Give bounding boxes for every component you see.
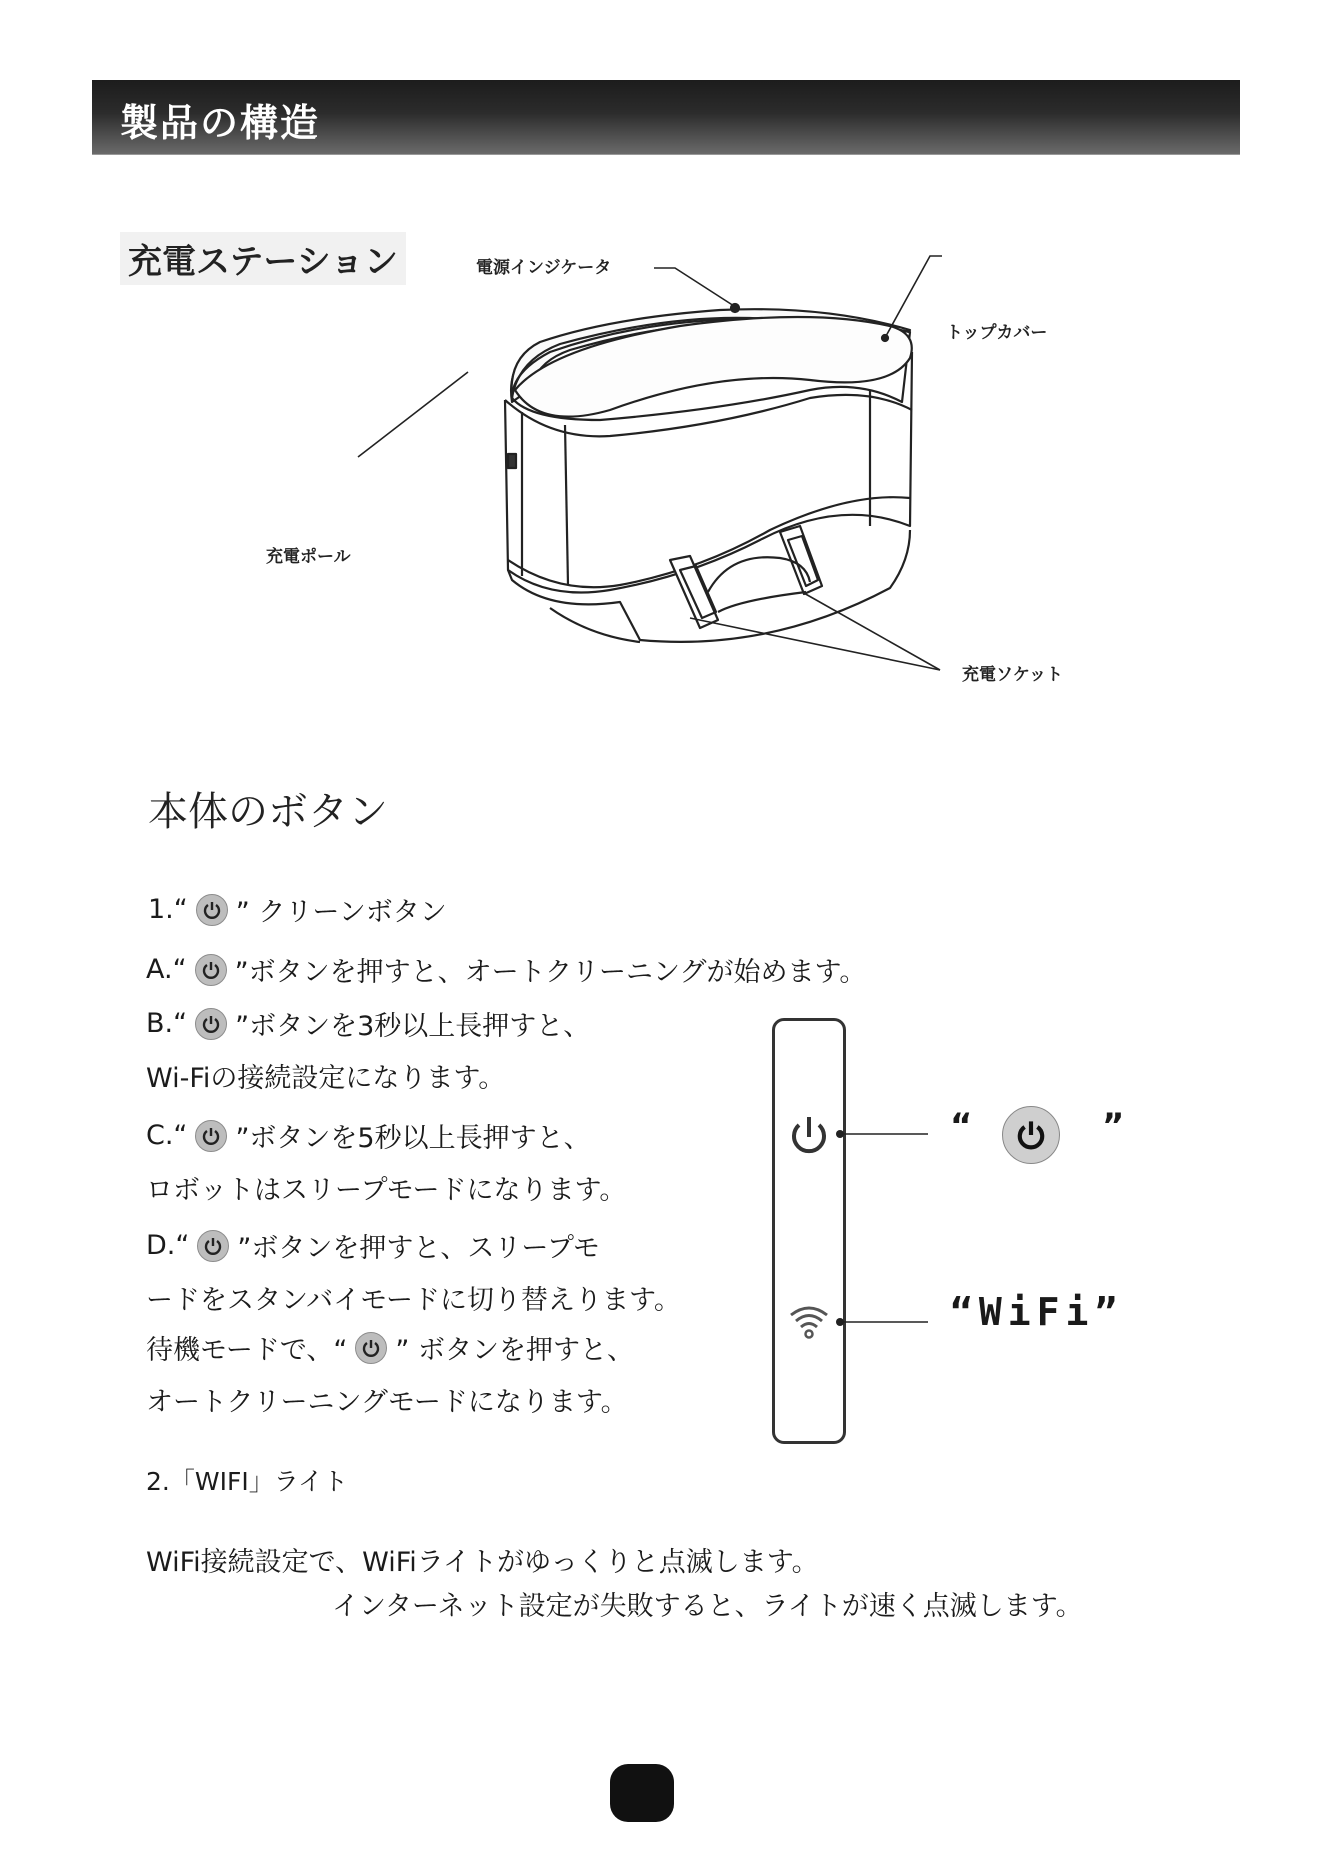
page-title: 製品の構造 — [120, 101, 321, 145]
label-top-cover: トップカバー — [946, 323, 1048, 343]
panel-callout-lines — [836, 1120, 936, 1350]
page-number-badge — [610, 1764, 674, 1822]
power-icon — [195, 1120, 227, 1152]
section-header-bar — [92, 80, 1240, 154]
item-b: B.“ ”ボタンを3秒以上長押すと、 — [146, 1008, 591, 1042]
item-d-line2: ードをスタンバイモードに切り替えります。 — [146, 1285, 681, 1316]
robot-button-panel — [772, 1018, 846, 1444]
wifi-desc-line2: インターネット設定が失敗すると、ライトが速く点滅します。 — [332, 1591, 1083, 1622]
label-charging-pole: 充電ポール — [266, 547, 351, 567]
power-icon — [195, 1008, 227, 1040]
power-icon — [355, 1332, 387, 1364]
item-c-line2: ロボットはスリープモードになります。 — [146, 1175, 627, 1206]
item-d: D.“ ”ボタンを押すと、スリープモ — [146, 1230, 600, 1264]
station-section-title: 充電ステーション — [120, 232, 406, 285]
item-a: A.“ ”ボタンを押すと、オートクリーニングが始めます。 — [146, 954, 867, 988]
power-icon — [196, 894, 228, 926]
panel-quote-open: “ — [950, 1106, 973, 1146]
item-b-line2: Wi-Fiの接続設定になります。 — [146, 1063, 506, 1094]
power-icon — [197, 1230, 229, 1262]
item-d-line3: 待機モードで、“ ” ボタンを押すと、 — [146, 1328, 634, 1367]
panel-wifi-label: “WiFi” — [950, 1290, 1124, 1334]
power-icon — [785, 1113, 833, 1161]
label-charging-socket: 充電ソケット — [962, 665, 1063, 685]
power-icon — [1002, 1106, 1060, 1164]
power-icon — [195, 954, 227, 986]
item-d-line4: オートクリーニングモードになります。 — [146, 1387, 628, 1418]
charging-station-illustration — [250, 240, 1100, 700]
buttons-section-title: 本体のボタン — [148, 789, 388, 835]
item-1-clean-button: 1.“ ” クリーンボタン — [148, 894, 447, 928]
item-c: C.“ ”ボタンを5秒以上長押すと、 — [146, 1120, 591, 1154]
item-2-wifi-light: 2.「WIFI」ライト — [146, 1467, 348, 1496]
label-power-indicator: 電源インジケータ — [476, 258, 612, 278]
wifi-desc-line1: WiFi接続設定で、WiFiライトがゆっくりと点滅します。 — [146, 1547, 819, 1578]
panel-quote-close: ” — [1102, 1106, 1125, 1146]
wifi-icon — [787, 1301, 831, 1345]
